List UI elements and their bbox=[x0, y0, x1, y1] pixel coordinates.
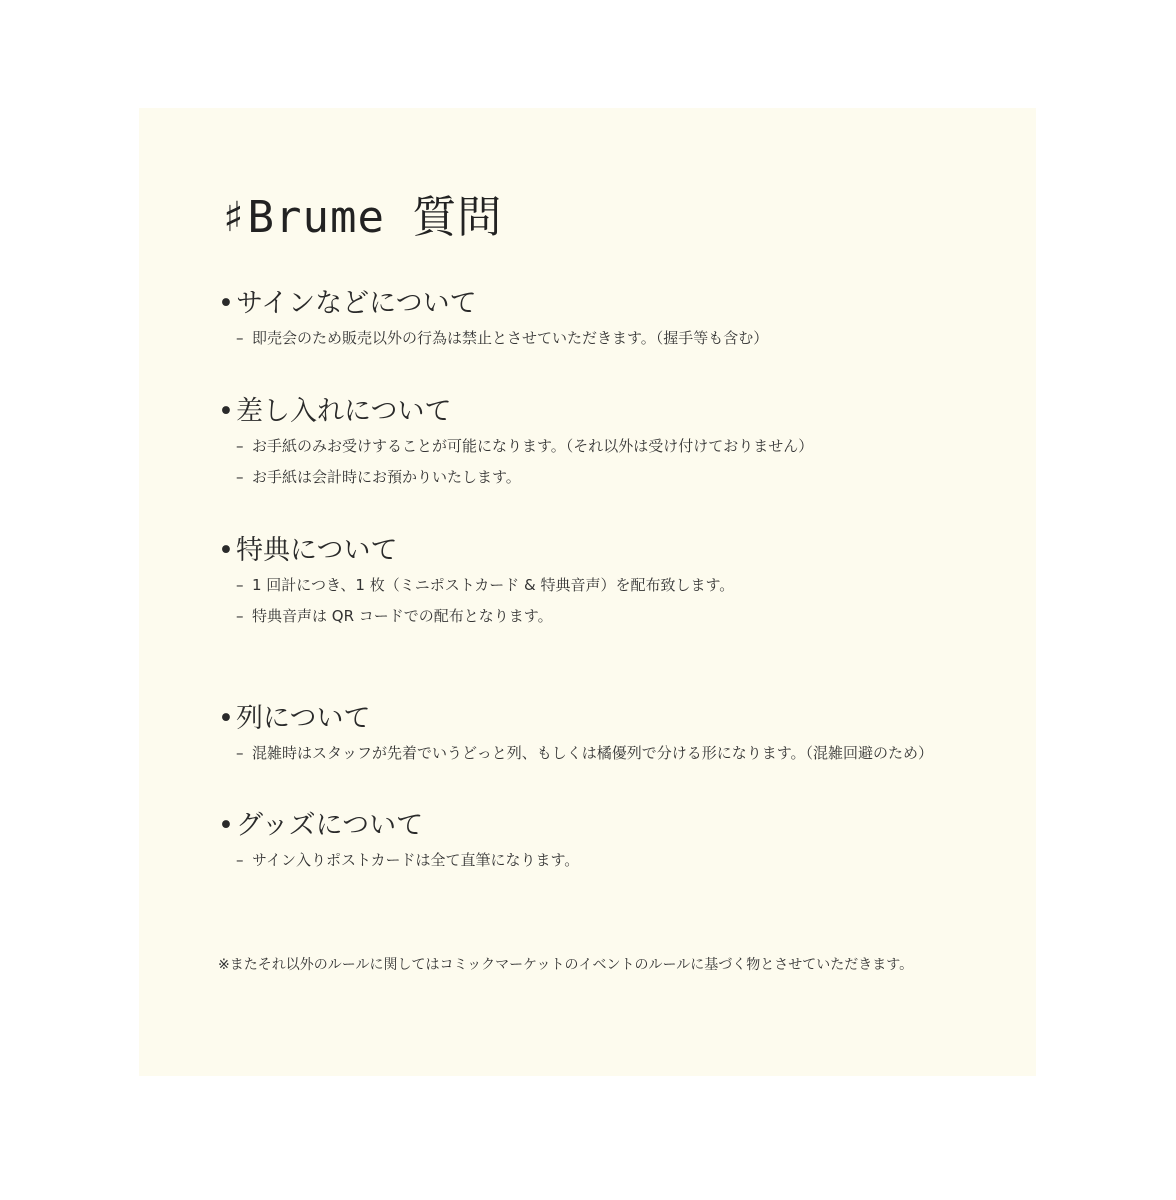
list-item: – 即売会のため販売以外の行為は禁止とさせていただきます。（握手等も含む） bbox=[236, 329, 769, 347]
bullet-icon: • bbox=[218, 396, 234, 427]
section-bonus bbox=[218, 537, 734, 640]
page-title: ♯Brume 質問 bbox=[220, 192, 503, 243]
section-heading: •サインなどについて bbox=[218, 288, 477, 319]
list-item: – 1 回計につき、1 枚（ミニポストカード & 特典音声）を配布致します。 bbox=[236, 576, 735, 594]
section-gifts bbox=[218, 398, 813, 501]
bullet-icon: • bbox=[218, 703, 234, 734]
bullet-icon: • bbox=[218, 535, 234, 566]
dash-icon: – bbox=[236, 851, 244, 869]
section-sign bbox=[218, 290, 768, 362]
section-goods bbox=[218, 812, 579, 884]
list-item: – サイン入りポストカードは全て直筆になります。 bbox=[236, 851, 580, 869]
section-heading: •特典について bbox=[218, 535, 398, 566]
list-item: – 混雑時はスタッフが先着でいうどっと列、もしくは橘優列で分ける形になります。（混雑回避のため） bbox=[236, 744, 934, 762]
section-heading: •差し入れについて bbox=[218, 396, 452, 427]
bullet-icon: • bbox=[218, 810, 234, 841]
dash-icon: – bbox=[236, 437, 244, 455]
dash-icon: – bbox=[236, 468, 244, 486]
dash-icon: – bbox=[236, 607, 244, 625]
list-item: – お手紙のみお受けすることが可能になります。（それ以外は受け付けておりません） bbox=[236, 437, 814, 455]
footnote: ※またそれ以外のルールに関してはコミックマーケットのイベントのルールに基づく物とさせていただきます。 bbox=[218, 957, 914, 973]
list-item: – 特典音声は QR コードでの配布となります。 bbox=[236, 607, 553, 625]
dash-icon: – bbox=[236, 329, 244, 347]
section-heading: •グッズについて bbox=[218, 810, 424, 841]
dash-icon: – bbox=[236, 576, 244, 594]
dash-icon: – bbox=[236, 744, 244, 762]
bullet-icon: • bbox=[218, 288, 234, 319]
list-item: – お手紙は会計時にお預かりいたします。 bbox=[236, 468, 521, 486]
section-queue bbox=[218, 705, 933, 777]
section-heading: •列について bbox=[218, 703, 371, 734]
